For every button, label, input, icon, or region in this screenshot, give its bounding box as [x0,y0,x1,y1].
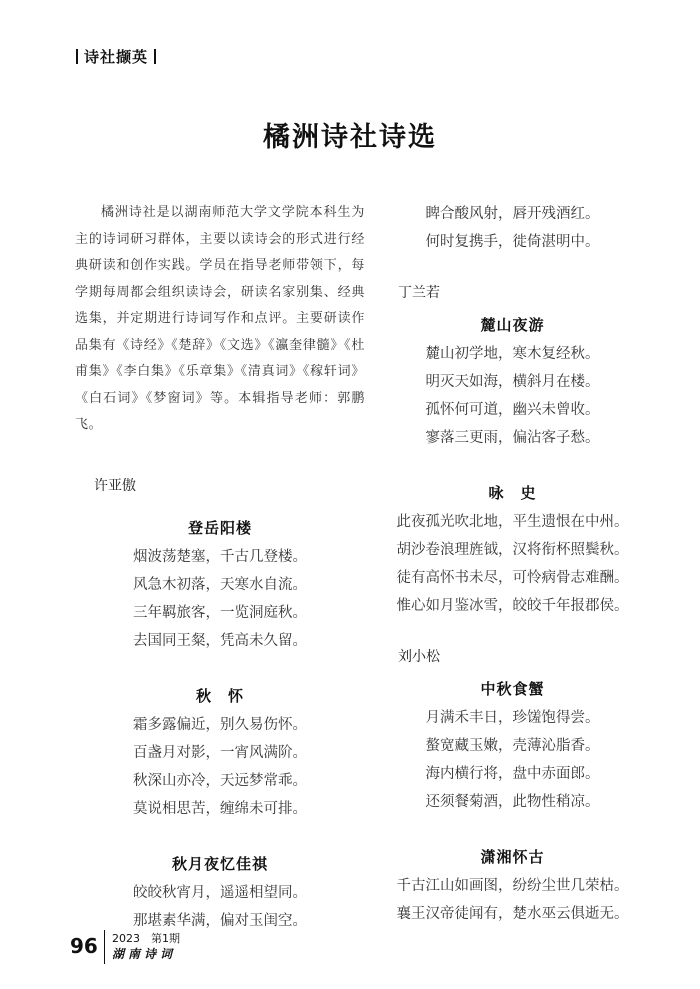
poem-title: 中秋食蟹 [480,680,545,698]
poem-line: 孤怀何可道，幽兴未曾收。 [425,402,600,418]
poem-line: 何时复携手，徙倚湛明中。 [425,234,600,250]
poem-line: 百盏月对影，一宵风满阶。 [133,745,307,761]
issue-label: 2023 第1期 [112,932,180,945]
poem-line: 此夜孤光吹北地，平生遗恨在中州。 [396,514,629,530]
section-tag-bar-left [76,49,78,64]
author-name: 许亚傲 [94,478,136,494]
page-title: 橘洲诗社诗选 [263,122,437,153]
poem-line: 还须餐菊酒，此物性稍凉。 [425,794,600,810]
page-number: 96 [70,934,98,958]
left-column [70,475,370,935]
poem-title: 潇湘怀古 [480,848,545,866]
journal-name: 湖南诗词 [112,947,177,961]
poem-line: 千古江山如画图，纷纷尘世几荣枯。 [396,878,629,894]
poem-line: 去国同王粲，凭高未久留。 [133,633,307,649]
poem-title: 秋 怀 [195,687,244,705]
poem-line: 月满禾丰日，珍馐饱得尝。 [425,710,600,726]
poem-line: 那堪素华满，偏对玉闺空。 [133,913,307,929]
poem-line: 徒有高怀书未尽，可怜病骨志难酬。 [396,570,629,586]
poem-line: 睥合酸风射，唇开残酒红。 [425,206,600,222]
poem-line: 襄王汉帝徒闻有，楚水巫云俱逝无。 [396,906,629,922]
poem-line: 寥落三更雨，偏沾客子愁。 [425,430,600,446]
author-name: 刘小松 [398,649,440,665]
poem-line: 风急木初落，天寒水自流。 [133,577,307,593]
poem-line: 海内横行将，盘中赤面郎。 [425,766,600,782]
poem-line: 螯宽藏玉嫩，壳薄沁脂香。 [425,738,600,754]
footer-divider [104,930,105,964]
poem-title: 登岳阳楼 [187,519,252,537]
poem-line: 胡沙卷浪理旌钺，汉将衔杯照鬓秋。 [396,542,629,558]
author-name: 丁兰若 [398,285,440,301]
poem-line: 麓山初学地，寒木复经秋。 [425,346,600,362]
section-tag-bar-right [154,49,156,64]
poem-line: 明灭天如海，横斜月在楼。 [425,374,600,390]
poem-line: 莫说相思苦，缠绵未可排。 [133,801,307,817]
intro-paragraph: 橘洲诗社是以湖南师范大学文学院本科生为主的诗词研习群体，主要以读诗会的形式进行经典研读和创作实践。学员在指导老师带领下，每学期每周都会组织读诗会，研读名家别集、经典选集，并定期进行诗词写作和点评。主要研读作品集有《诗经》《楚辞》《文选》《瀛奎律髓》《杜甫集》《李白集》《乐章集》《清真词》《稼轩词》《白石词》《梦窗词》等。本辑指导老师：郭鹏飞。 [75,205,365,432]
poem-title: 麓山夜游 [480,316,545,334]
poem-line: 惟心如月鉴冰雪，皎皎千年报郡侯。 [396,598,629,614]
section-tag [70,46,162,67]
right-column [380,200,645,928]
poem-line: 三年羁旅客，一览洞庭秋。 [133,605,307,621]
poem-line: 秋深山亦冷，天远梦常乖。 [133,773,307,789]
poem-line: 霜多露偏近，别久易伤怀。 [133,717,307,733]
poem-title: 秋月夜忆佳祺 [171,855,268,873]
section-tag-label: 诗社撷英 [84,48,149,66]
poem-title: 咏 史 [488,484,537,502]
poem-line: 皎皎秋宵月，遥遥相望同。 [133,885,307,901]
poem-line: 烟波荡楚塞，千古几登楼。 [133,549,307,565]
